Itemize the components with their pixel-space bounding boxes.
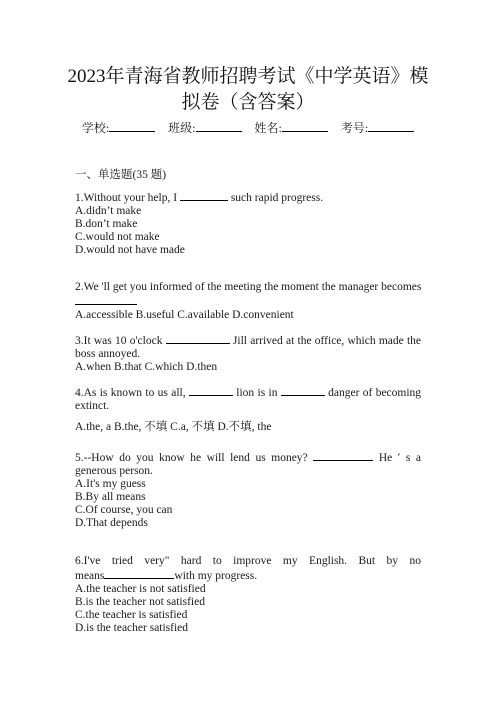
question-stem-cont: generous person. <box>75 465 153 477</box>
option-b: B.don’t make <box>75 218 138 230</box>
question-6 <box>75 555 421 635</box>
question-5 <box>75 450 421 530</box>
exam-number-blank <box>368 120 414 132</box>
option-b: B.is the teacher not satisfied <box>75 596 205 608</box>
document-title-line1: 2023年青海省教师招聘考试《中学英语》模 <box>67 66 429 87</box>
class-label: 班级: <box>168 121 196 135</box>
name-label: 姓名: <box>254 121 282 135</box>
question-3 <box>75 333 421 374</box>
option-d: D.is the teacher satisfied <box>75 622 189 634</box>
option-d: D.That depends <box>75 517 148 529</box>
option-c: C.would not make <box>75 231 160 243</box>
exam-number-label: 考号: <box>340 121 369 135</box>
option-d: D.would not have made <box>75 244 185 256</box>
option-a: A.It's my guess <box>75 478 146 490</box>
question-stem-cont: boss annoyed. <box>75 348 141 360</box>
question-stem: 3.It was 10 o'clock Jill arrived at the office, which made the <box>75 335 422 347</box>
name-blank <box>282 120 328 132</box>
question-2 <box>75 281 421 322</box>
answer-blank <box>104 568 174 579</box>
question-stem: 5.--How do you know he will lend us money? He ′ s a <box>75 452 422 464</box>
answer-blank-1 <box>189 385 233 396</box>
option-c: C.Of course, you can <box>75 504 173 516</box>
answer-blank <box>75 294 137 305</box>
question-stem-cont: extinct. <box>75 400 110 412</box>
question-1 <box>75 190 421 257</box>
school-label: 学校: <box>81 121 110 135</box>
answer-blank <box>166 333 230 344</box>
document-title-line2: 拟卷（含答案） <box>181 92 315 113</box>
question-4 <box>75 385 421 434</box>
answer-blank-line <box>75 294 421 309</box>
option-c: C.the teacher is satisfied <box>75 609 188 621</box>
section-heading: 一、单选题(35 题) <box>75 169 167 181</box>
options-line: A.the, a B.the, 不填 C.a, 不填 D.不填, the <box>75 421 272 433</box>
answer-blank <box>180 190 228 201</box>
student-info-row <box>0 120 496 135</box>
options-line: A.accessible B.useful C.available D.convenient <box>75 309 294 321</box>
answer-blank-2 <box>281 385 325 396</box>
school-blank <box>109 120 155 132</box>
option-a: A.didn’t make <box>75 205 142 217</box>
question-stem: 1.Without your help, I such rapid progress. <box>75 192 324 204</box>
question-stem-cont: means with my progress. <box>75 570 258 582</box>
question-stem: 4.As is known to us all, lion is in danger of becoming <box>75 387 422 399</box>
option-b: B.By all means <box>75 491 146 503</box>
question-stem: 2.We 'll get you informed of the meeting the moment the manager becomes <box>75 281 422 293</box>
class-blank <box>196 120 242 132</box>
answer-blank <box>313 450 373 461</box>
options-line: A.when B.that C.which D.then <box>75 361 218 373</box>
option-a: A.the teacher is not satisfied <box>75 583 206 595</box>
question-stem: 6.I've tried very" hard to improve my English. But by no <box>75 555 421 567</box>
